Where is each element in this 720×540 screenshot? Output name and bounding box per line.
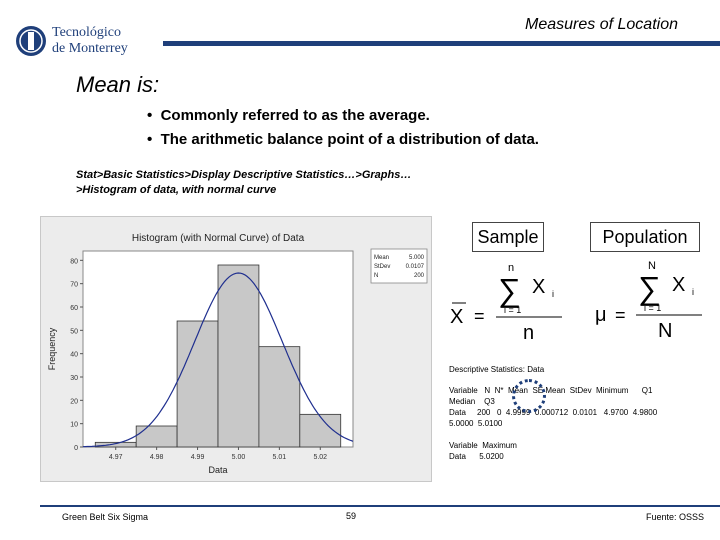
stats-line: Variable N N* Mean SE Mean StDev Minimum Q1 (449, 386, 653, 395)
logo-line1: Tecnológico (52, 25, 121, 40)
footer-left: Green Belt Six Sigma (62, 512, 149, 522)
population-sum-top: N (648, 260, 656, 272)
y-tick-label: 50 (70, 328, 78, 336)
population-sum-bottom: i = 1 (644, 303, 662, 313)
population-subscript: i (692, 287, 694, 297)
y-tick-label: 70 (70, 281, 78, 289)
equals-sign: = (474, 306, 485, 326)
mean-formulas (440, 255, 720, 350)
summation-icon: ∑ (498, 272, 521, 308)
y-tick-label: 60 (70, 305, 78, 312)
histogram-chart (41, 217, 431, 481)
y-axis-label: Frequency (47, 327, 57, 371)
institution-logo (14, 24, 154, 60)
stats-title: Descriptive Statistics: Data (449, 365, 545, 374)
logo-line2: de Monterrey (52, 41, 128, 56)
stats-line: Variable Maximum (449, 441, 517, 450)
summation-icon: ∑ (638, 270, 661, 306)
stats-line: 5.0000 5.0100 (449, 419, 503, 428)
stats-line: Data 200 0 4.9999 0.000712 0.0101 4.9700 4.9800 (449, 408, 658, 417)
x-tick-label: 4.98 (149, 454, 164, 461)
bullet-text: The arithmetic balance point of a distribution of data. (160, 131, 539, 148)
y-tick-label: 40 (70, 351, 78, 359)
x-tick-label: 4.97 (108, 454, 123, 461)
histogram-panel (40, 216, 432, 482)
footer-source: Fuente: OSSS (645, 512, 704, 522)
bullet-text: Commonly referred to as the average. (160, 107, 430, 124)
population-lhs: μ (595, 304, 607, 326)
bullet-item: • The arithmetic balance point of a distribution of data. (147, 131, 539, 148)
legend-value: 200 (413, 273, 424, 279)
x-axis-label: Data (208, 465, 228, 475)
stats-line: Data 5.0200 (449, 452, 504, 461)
menu-path-line2: >Histogram of data, with normal curve (76, 184, 277, 196)
logo-emblem-icon (14, 24, 48, 58)
bullet-item: • Commonly referred to as the average. (147, 107, 430, 124)
histogram-bar (259, 347, 300, 447)
x-tick-label: 4.99 (190, 454, 205, 461)
population-variable: X (672, 274, 686, 296)
menu-path-line1: Stat>Basic Statistics>Display Descriptive Statistics…>Graphs… (76, 169, 412, 181)
sample-label: Sample (472, 222, 544, 252)
y-tick-label: 10 (70, 421, 78, 429)
y-tick-label: 0 (74, 445, 78, 452)
sample-sum-top: n (508, 262, 515, 274)
x-tick-label: 5.00 (231, 454, 246, 461)
x-tick-label: 5.01 (272, 454, 287, 461)
header-rule (163, 41, 720, 46)
footer-rule (40, 505, 720, 507)
y-tick-label: 30 (70, 375, 78, 382)
legend-label: N (374, 273, 379, 279)
highlight-circle (512, 379, 546, 413)
population-denominator: N (658, 320, 673, 342)
page-number: 59 (346, 511, 357, 521)
legend-value: 5.000 (408, 255, 424, 261)
sample-subscript: i (552, 289, 554, 299)
histogram-bar (136, 426, 177, 447)
legend-value: 0.0107 (405, 264, 424, 270)
sample-denominator: n (523, 322, 535, 344)
slide-section-title: Measures of Location (525, 16, 678, 33)
equals-sign: = (615, 305, 626, 325)
y-tick-label: 20 (70, 398, 78, 406)
histogram-bar (218, 265, 259, 447)
histogram-bar (177, 321, 218, 447)
chart-title: Histogram (with Normal Curve) of Data (131, 233, 305, 244)
x-tick-label: 5.02 (313, 454, 328, 461)
legend-label: Mean (374, 255, 390, 261)
legend-label: StDev (374, 264, 391, 270)
population-label: Population (590, 222, 700, 252)
sample-lhs: X (450, 306, 464, 328)
sample-variable: X (532, 276, 546, 298)
y-tick-label: 80 (70, 258, 78, 266)
stats-line: Median Q3 (449, 397, 495, 406)
sample-sum-bottom: i = 1 (504, 305, 522, 315)
slide-heading: Mean is: (76, 72, 160, 97)
